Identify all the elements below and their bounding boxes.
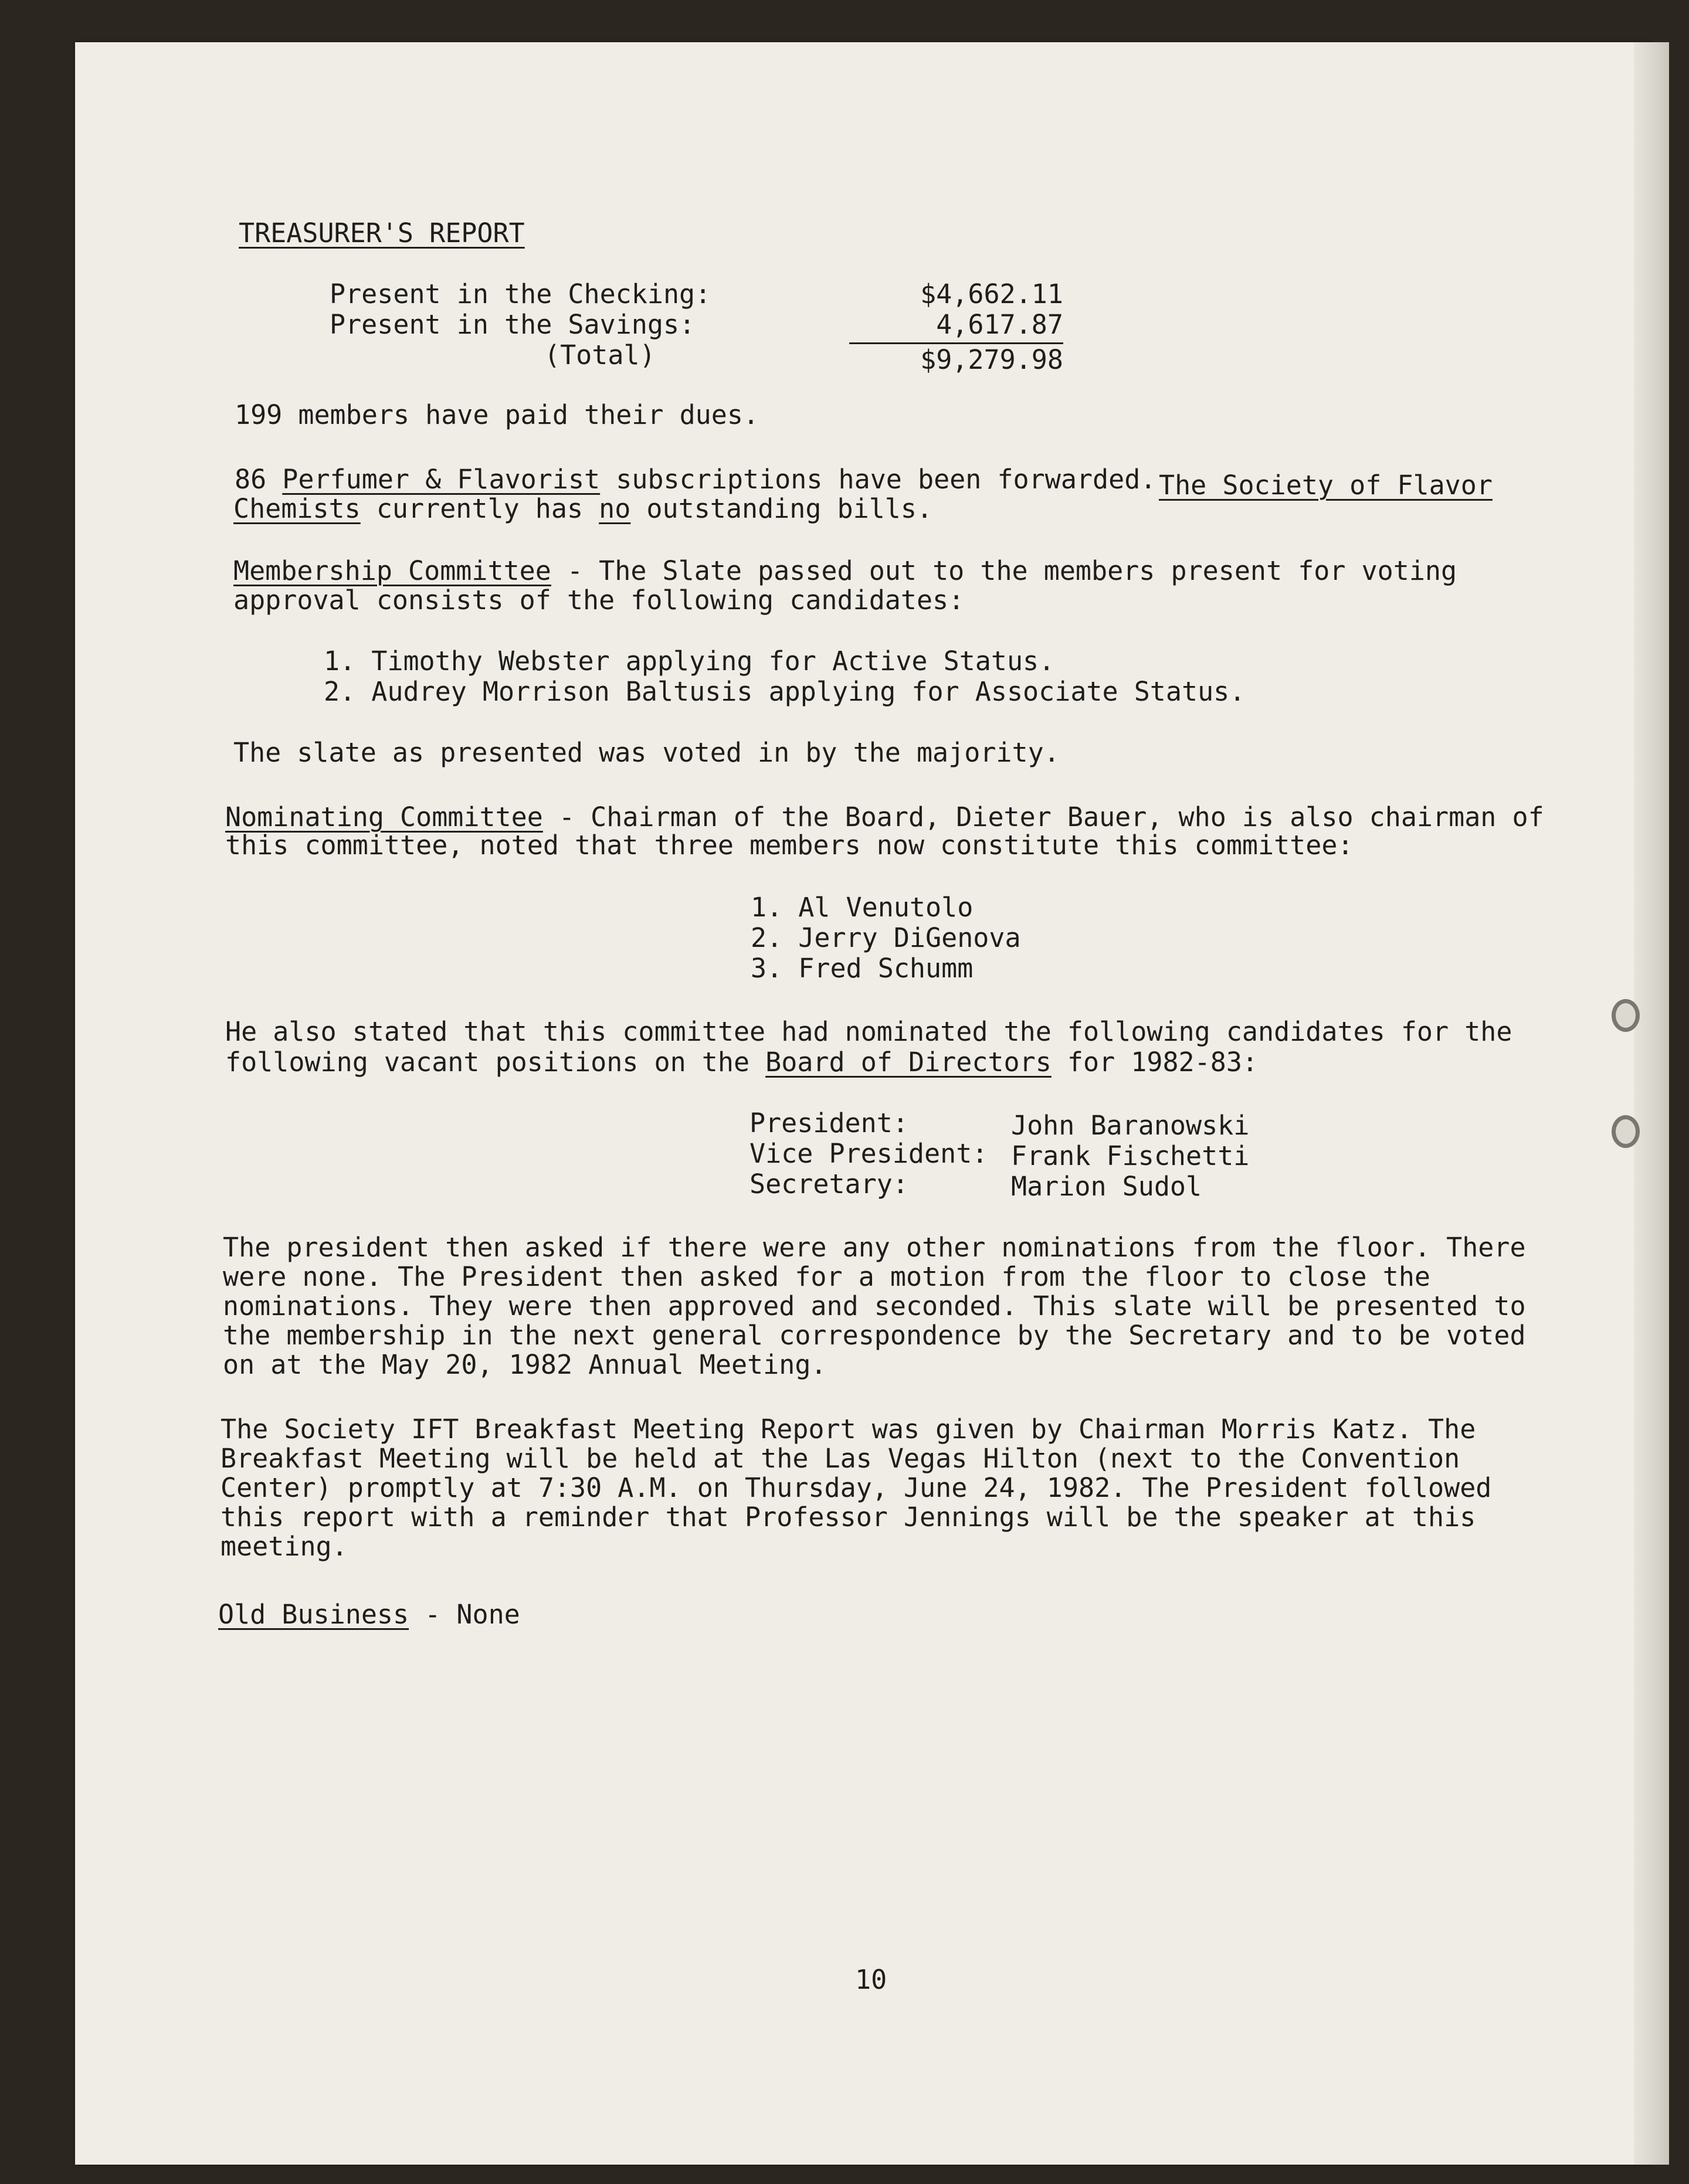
board-of-directors: Board of Directors [765, 1047, 1052, 1078]
committee-member: 1. Al Venutolo [751, 892, 974, 923]
stated-line-1: He also stated that this committee had nominated the following candidates for the [225, 1016, 1512, 1047]
committee-member: 2. Jerry DiGenova [751, 922, 1021, 953]
subscription-count: 86 [235, 464, 267, 495]
page-edge [1634, 42, 1669, 2165]
society-name-cont: Chemists [233, 493, 361, 524]
floor-line: The president then asked if there were any other nominations from the floor. There [223, 1232, 1526, 1263]
savings-label: Present in the Savings: [330, 309, 696, 340]
binder-ring [1612, 999, 1640, 1032]
total-value: $9,279.98 [920, 344, 1063, 375]
stated-text: following vacant positions on the [225, 1047, 750, 1078]
checking-value: $4,662.11 [920, 278, 1063, 310]
stated-line-2 [225, 1047, 1258, 1078]
no-emphasis: no [599, 493, 631, 524]
floor-line: nominations. They were then approved and seconded. This slate will be presented to [223, 1290, 1526, 1322]
membership-heading: Membership Committee [233, 555, 551, 586]
breakfast-line: meeting. [221, 1531, 348, 1562]
checking-label: Present in the Checking: [330, 278, 711, 310]
subscriptions-text: subscriptions have been forwarded. [616, 464, 1156, 495]
membership-line-2: approval consists of the following candidates: [233, 585, 965, 616]
page-number: 10 [855, 1964, 887, 1995]
floor-line: the membership in the next general correspondence by the Secretary and to be voted [223, 1320, 1526, 1351]
old-business-text: - None [425, 1599, 520, 1630]
nominating-line-2: this committee, noted that three members now constitute this committee: [225, 830, 1354, 861]
floor-line: on at the May 20, 1982 Annual Meeting. [223, 1349, 827, 1380]
total-label: (Total) [544, 339, 656, 371]
nominating-heading: Nominating Committee [225, 801, 543, 833]
floor-line: were none. The President then asked for a motion from the floor to close the [223, 1261, 1431, 1292]
society-name: The Society of Flavor [1159, 470, 1493, 501]
bills-text-end: outstanding bills. [646, 493, 933, 524]
old-business-line [218, 1599, 520, 1630]
position-role: Vice President: [749, 1138, 988, 1169]
breakfast-line: Breakfast Meeting will be held at the Las Vegas Hilton (next to the Convention [221, 1443, 1460, 1474]
bills-text: currently has [376, 493, 584, 524]
position-role: President: [749, 1108, 908, 1139]
committee-member: 3. Fred Schumm [751, 953, 974, 984]
subscriptions-line-1 [235, 464, 1156, 495]
vote-text: The slate as presented was voted in by the majority. [233, 737, 1060, 768]
publication-title: Perfumer & Flavorist [282, 464, 601, 495]
treasurer-heading: TREASURER'S REPORT [239, 218, 525, 249]
position-name: Frank Fischetti [1011, 1140, 1250, 1171]
membership-text: - The Slate passed out to the members present for voting [567, 555, 1457, 586]
candidate-item: 1. Timothy Webster applying for Active Status. [324, 646, 1055, 677]
old-business-heading: Old Business [218, 1599, 409, 1630]
candidate-item: 2. Audrey Morrison Baltusis applying for Associate Status. [324, 676, 1246, 707]
binder-ring [1612, 1115, 1640, 1148]
members-paid-text: 199 members have paid their dues. [235, 399, 759, 430]
savings-value: 4,617.87 [936, 309, 1063, 340]
document-page [75, 42, 1653, 2165]
position-name: John Baranowski [1011, 1110, 1250, 1141]
nominating-text: - Chairman of the Board, Dieter Bauer, who is also chairman of [558, 801, 1544, 833]
stated-year: for 1982-83: [1067, 1047, 1259, 1078]
breakfast-line: this report with a reminder that Professor Jennings will be the speaker at this [221, 1502, 1476, 1533]
subscriptions-line-2 [233, 494, 932, 524]
breakfast-line: Center) promptly at 7:30 A.M. on Thursday, June 24, 1982. The President followed [221, 1472, 1492, 1503]
position-name: Marion Sudol [1011, 1171, 1202, 1202]
nominating-line-1 [225, 802, 1544, 833]
breakfast-line: The Society IFT Breakfast Meeting Report was given by Chairman Morris Katz. The [221, 1414, 1476, 1445]
membership-line-1 [233, 556, 1457, 586]
position-role: Secretary: [749, 1169, 908, 1200]
